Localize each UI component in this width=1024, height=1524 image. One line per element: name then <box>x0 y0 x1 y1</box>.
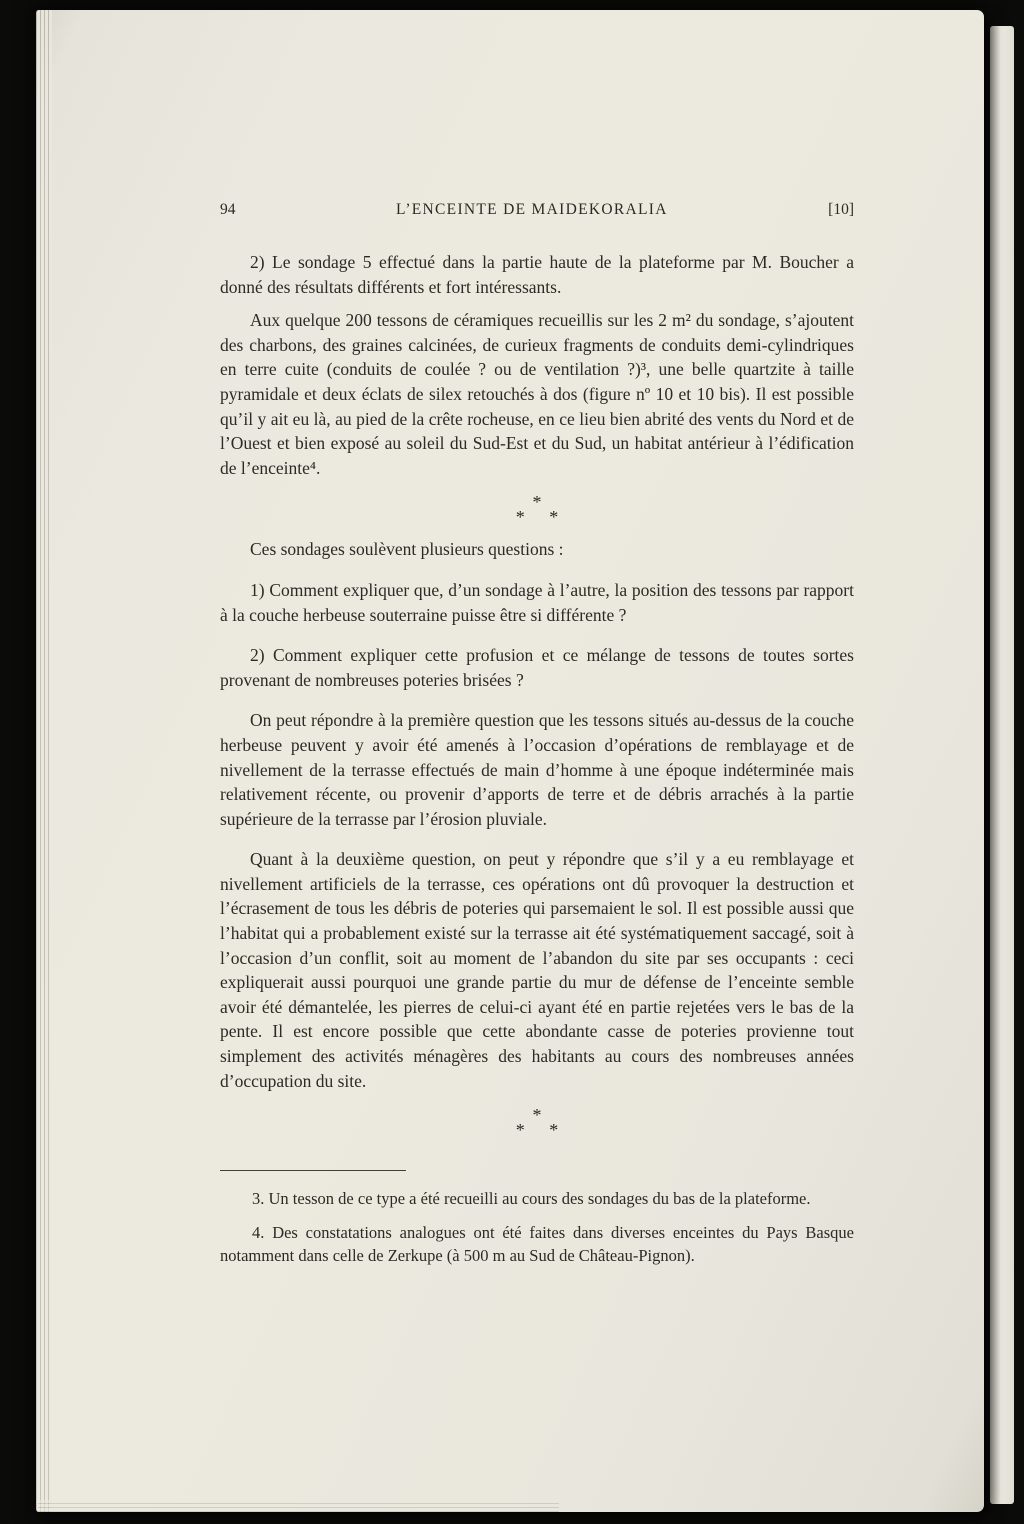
page-number: 94 <box>220 201 236 218</box>
asterisk-separator <box>220 492 854 528</box>
body-paragraph: Quant à la deuxième question, on peut y répondre que s’il y a eu remblayage et nivellement artificiels de la terrasse, ces opérations ont dû provoquer la destruction et l’écrasement de tous les débris de poteries qui parsemaient le sol. Il est possible aussi que l’habitat qui a probablement existé sur la terrasse ait été systématiquement saccagé, soit à l’occasion d’un conflit, soit au moment de l’abandon du site par ses occupants : ceci expliquerait aussi pourquoi une grande partie du mur de défense de l’enceinte semble avoir été démantelée, les pierres de celui-ci ayant été en partie rejetées vers le bas de la pente. Il est encore possible que cette abondante casse de poteries provienne tout simplement des activités ménagères des habitants au cours des nombreuses années d’occupation du site. <box>220 849 854 1091</box>
body-paragraph: 1) Comment expliquer que, d’un sondage à l’autre, la position des tessons par rapport à la couche herbeuse souterraine puisse être si différente ? <box>220 579 854 625</box>
asterisk-bottom: * * <box>515 1120 569 1141</box>
footnote: 3. Un tesson de ce type a été recueilli au cours des sondages du bas de la plateforme. <box>252 1189 811 1209</box>
asterisk-bottom: * * <box>515 507 569 528</box>
asterisk-separator <box>220 1105 854 1141</box>
folio-number: [10] <box>828 201 854 218</box>
facing-page-edge <box>990 26 1014 1504</box>
asterisk-top: * <box>532 492 542 513</box>
asterisk-top: * <box>532 1105 542 1126</box>
footnote-divider <box>220 1170 406 1171</box>
footnote: 4. Des constatations analogues ont été faites dans diverses enceintes du Pays Basque notamment dans celle de Zerkupe (à 500 m au Sud de Château-Pignon). <box>220 1222 854 1266</box>
running-head <box>220 200 854 220</box>
running-title: L’ENCEINTE DE MAIDEKORALIA <box>395 201 668 218</box>
body-paragraph: 2) Le sondage 5 effectué dans la partie haute de la plateforme par M. Boucher a donné des résultats différents et fort intéressants. <box>220 252 854 297</box>
body-paragraph: Aux quelque 200 tessons de céramiques recueillis sur les 2 m² du sondage, s’ajoutent des charbons, des graines calcinées, de curieux fragments de conduits demi-cylindriques en terre cuite (conduits de coulée ? ou de ventilation ?)³, une belle quartzite à taille pyramidale et deux éclats de silex retouchés à dos (figure nº 10 et 10 bis). Il est possible qu’il y ait eu là, au pied de la crête rocheuse, en ce lieu bien abrité des vents du Nord et de l’Ouest et bien exposé au soleil du Sud-Est et du Sud, un habitat antérieur à l’édification de l’enceinte⁴. <box>220 310 854 478</box>
body-paragraph: On peut répondre à la première question que les tessons situés au-dessus de la couche herbeuse peuvent y avoir été amenés à l’occasion d’opérations de remblayage et de nivellement de la terrasse effectués de main d’homme à une époque indéterminée mais relativement récente, ou provenir d’apports de terre et de débris arrachés à la partie supérieure de la terrasse par l’érosion pluviale. <box>220 710 854 829</box>
page-stack-edges-bottom <box>38 1500 559 1512</box>
page-stack-edges-left <box>36 10 52 1512</box>
body-paragraph: Ces sondages soulèvent plusieurs questions : <box>250 539 564 560</box>
text-column <box>220 200 854 1278</box>
body-paragraph: 2) Comment expliquer cette profusion et ce mélange de tessons de toutes sortes provenant de nombreuses poteries brisées ? <box>220 645 854 690</box>
book-page <box>36 10 984 1512</box>
